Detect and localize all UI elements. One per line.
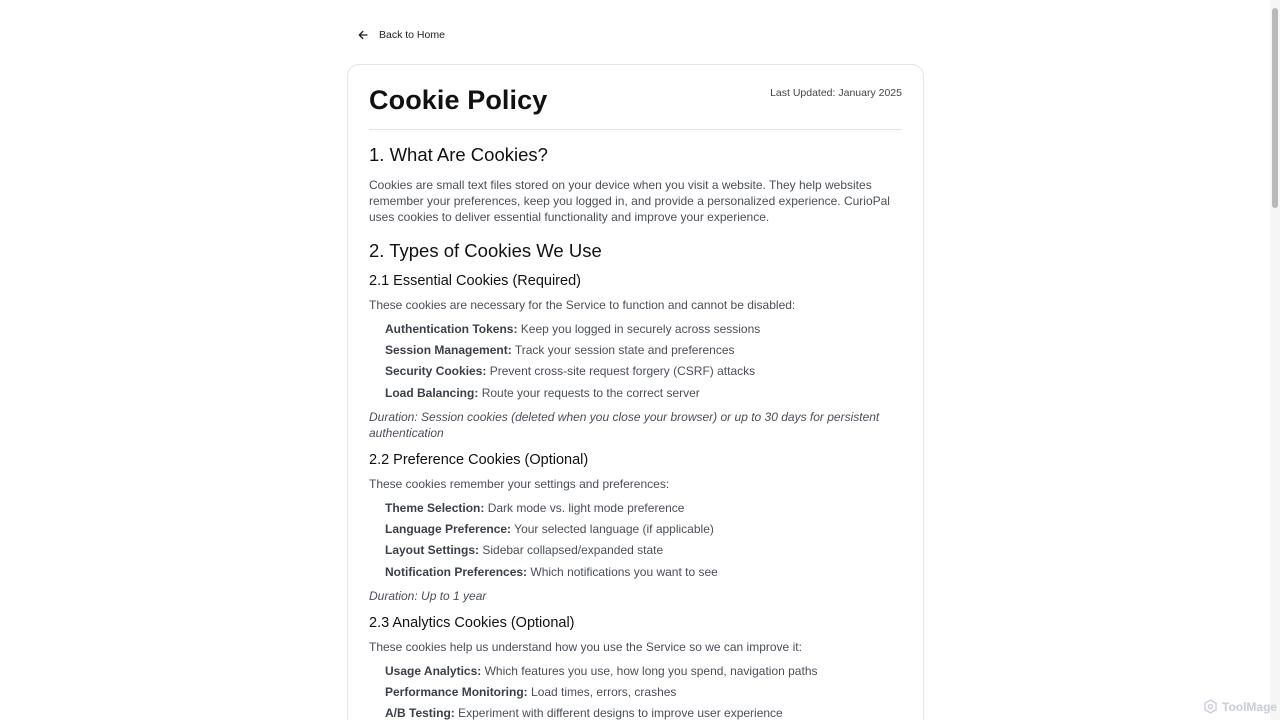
policy-header: [369, 65, 902, 130]
list-item-label: Language Preference:: [385, 522, 512, 536]
back-to-home-label: Back to Home: [379, 29, 445, 41]
list-item-text: Load times, errors, crashes: [531, 685, 677, 699]
page-title: Cookie Policy: [369, 85, 548, 115]
section-heading-what-are-cookies: 1. What Are Cookies?: [369, 144, 548, 165]
back-to-home-link[interactable]: [358, 27, 445, 43]
list-item: [385, 342, 735, 358]
list-item: [385, 500, 684, 516]
list-item: [385, 663, 818, 679]
duration-note-essential: Duration: Session cookies (deleted when you close your browser) or up to 30 days for persistent authentication: [369, 410, 880, 440]
list-item-label: Session Management:: [385, 343, 512, 357]
list-item: [385, 564, 718, 580]
policy-card: [347, 64, 924, 720]
section-heading-types-of-cookies: 2. Types of Cookies We Use: [369, 240, 602, 261]
list-item-text: Which notifications you want to see: [530, 565, 718, 579]
scrollbar-thumb[interactable]: [1272, 8, 1278, 208]
list-item: [385, 385, 700, 401]
list-item-text: Dark mode vs. light mode preference: [487, 501, 685, 515]
toolmage-watermark: [1203, 699, 1277, 714]
subsection-heading-analytics: 2.3 Analytics Cookies (Optional): [369, 615, 575, 631]
list-item-text: Keep you logged in securely across sessions: [520, 322, 761, 336]
list-item-label: Notification Preferences:: [385, 565, 528, 579]
list-item-text: Your selected language (if applicable): [514, 522, 714, 536]
last-updated-text: Last Updated: January 2025: [770, 87, 902, 99]
subsection-heading-essential: 2.1 Essential Cookies (Required): [369, 273, 581, 289]
list-item: [385, 363, 755, 379]
list-item: [385, 521, 714, 537]
list-item-text: Experiment with different designs to improve user experience: [458, 706, 783, 720]
list-item-label: Layout Settings:: [385, 543, 480, 557]
list-item-text: Sidebar collapsed/expanded state: [482, 543, 664, 557]
list-item-text: Prevent cross-site request forgery (CSRF) attacks: [489, 364, 756, 378]
list-item: [385, 542, 663, 558]
list-item-label: Authentication Tokens:: [385, 322, 518, 336]
toolmage-logo-icon: [1203, 699, 1218, 714]
list-item-label: A/B Testing:: [385, 706, 455, 720]
list-item-label: Load Balancing:: [385, 386, 479, 400]
list-item: [385, 321, 760, 337]
list-item-text: Which features you use, how long you spend, navigation paths: [484, 664, 818, 678]
list-item-label: Theme Selection:: [385, 501, 485, 515]
subsection-intro-analytics: These cookies help us understand how you use the Service so we can improve it:: [369, 640, 802, 654]
subsection-intro-preference: These cookies remember your settings and preferences:: [369, 477, 670, 491]
list-item-label: Usage Analytics:: [385, 664, 482, 678]
arrow-left-icon: [358, 30, 368, 40]
watermark-text: ToolMage: [1222, 699, 1278, 714]
list-item-text: Route your requests to the correct server: [481, 386, 700, 400]
duration-note-preference: Duration: Up to 1 year: [369, 589, 487, 603]
page-scrollbar[interactable]: [1270, 0, 1280, 720]
list-item-label: Performance Monitoring:: [385, 685, 528, 699]
list-item: [385, 684, 676, 700]
list-item: [385, 705, 783, 720]
section-body-what-are-cookies: Cookies are small text files stored on your device when you visit a website. They help websites remember your preferences, keep you logged in, and provide a personalized experience. CurioPal uses cookies to deliver essential functionality and improve your experience.: [369, 178, 890, 224]
subsection-intro-essential: These cookies are necessary for the Service to function and cannot be disabled:: [369, 298, 796, 312]
list-item-label: Security Cookies:: [385, 364, 487, 378]
list-item-text: Track your session state and preferences: [514, 343, 735, 357]
subsection-heading-preference: 2.2 Preference Cookies (Optional): [369, 452, 589, 468]
